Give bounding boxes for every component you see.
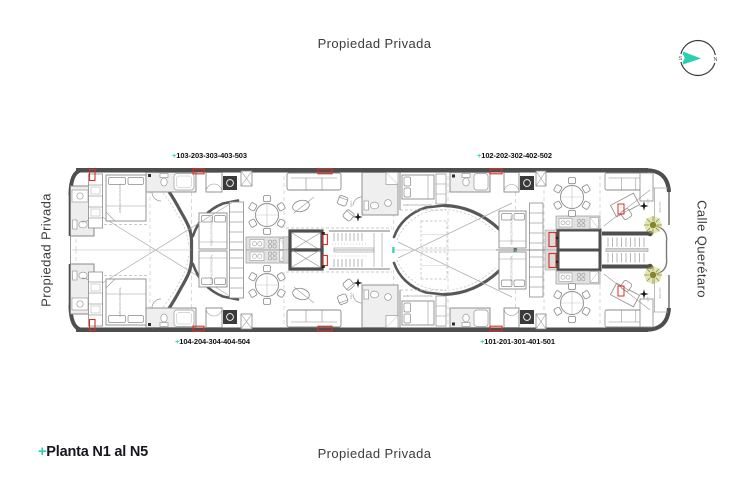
svg-text:NPT: NPT — [361, 285, 365, 291]
dining-table — [553, 178, 590, 217]
compass-north-label: N — [713, 57, 718, 63]
label-propiedad-left: Propiedad Privada — [38, 193, 54, 307]
svg-text:BALCÓN: BALCÓN — [659, 287, 662, 299]
svg-text:SALA: SALA — [350, 200, 353, 208]
kitchen-left — [246, 237, 288, 250]
bed — [106, 175, 146, 221]
plant-icon — [644, 216, 662, 234]
svg-text:BALCÓN: BALCÓN — [659, 201, 662, 213]
svg-text:NPT: NPT — [647, 296, 650, 302]
svg-text:HABITACIÓN PRINCIPAL: HABITACIÓN PRINCIPAL — [119, 287, 122, 317]
page-title: +Planta N1 al N5 — [38, 444, 149, 460]
unit-label-102: +102-202-302-402-502 — [477, 151, 552, 160]
teal-mark — [392, 247, 394, 250]
washer-icon — [223, 176, 237, 190]
washer-icon — [520, 176, 534, 190]
bathroom-middle — [353, 173, 398, 216]
stairs-right — [602, 231, 653, 250]
label-propiedad-top: Propiedad Privada — [317, 36, 432, 51]
svg-text:HABITACIÓN PRINCIPAL: HABITACIÓN PRINCIPAL — [510, 215, 514, 245]
core-right — [545, 216, 600, 250]
label-calle-queretaro: Calle Querétaro — [694, 200, 710, 298]
study-right — [604, 173, 653, 226]
svg-text:NPT: NPT — [361, 209, 365, 215]
svg-text:HABITACIÓN PRINCIPAL: HABITACIÓN PRINCIPAL — [119, 183, 122, 213]
svg-text:HABITACIÓN PRINCIPAL: HABITACIÓN PRINCIPAL — [510, 255, 514, 285]
unit-label-104: +104-204-304-404-504 — [175, 337, 250, 346]
bedroom-left — [89, 170, 147, 229]
unit-label-101: +101-201-301-401-501 — [480, 337, 555, 346]
service-strip-left — [146, 169, 252, 201]
compass-south-label: S — [678, 56, 683, 62]
compass-icon — [677, 41, 720, 76]
unit-label-103: +103-203-303-403-503 — [172, 151, 247, 160]
elevator — [283, 231, 327, 250]
svg-text:NPT: NPT — [647, 198, 650, 204]
stairs-center — [329, 231, 390, 250]
sofa — [287, 173, 341, 190]
label-propiedad-bottom: Propiedad Privada — [317, 446, 432, 461]
svg-text:HABITACIÓN PRINCIPAL: HABITACIÓN PRINCIPAL — [403, 295, 433, 298]
svg-text:HABITACIÓN PRINCIPAL: HABITACIÓN PRINCIPAL — [210, 254, 214, 284]
armchair — [342, 209, 355, 222]
dining-table — [248, 196, 285, 235]
kitchen-right — [556, 216, 600, 229]
compass-needle-icon — [683, 52, 701, 65]
svg-text:HABITACIÓN PRINCIPAL: HABITACIÓN PRINCIPAL — [210, 216, 214, 246]
svg-text:HABITACIÓN PRINCIPAL: HABITACIÓN PRINCIPAL — [403, 204, 433, 207]
bedroom-center-right — [496, 203, 545, 250]
armchair — [337, 195, 349, 207]
svg-text:SALA: SALA — [350, 292, 353, 300]
